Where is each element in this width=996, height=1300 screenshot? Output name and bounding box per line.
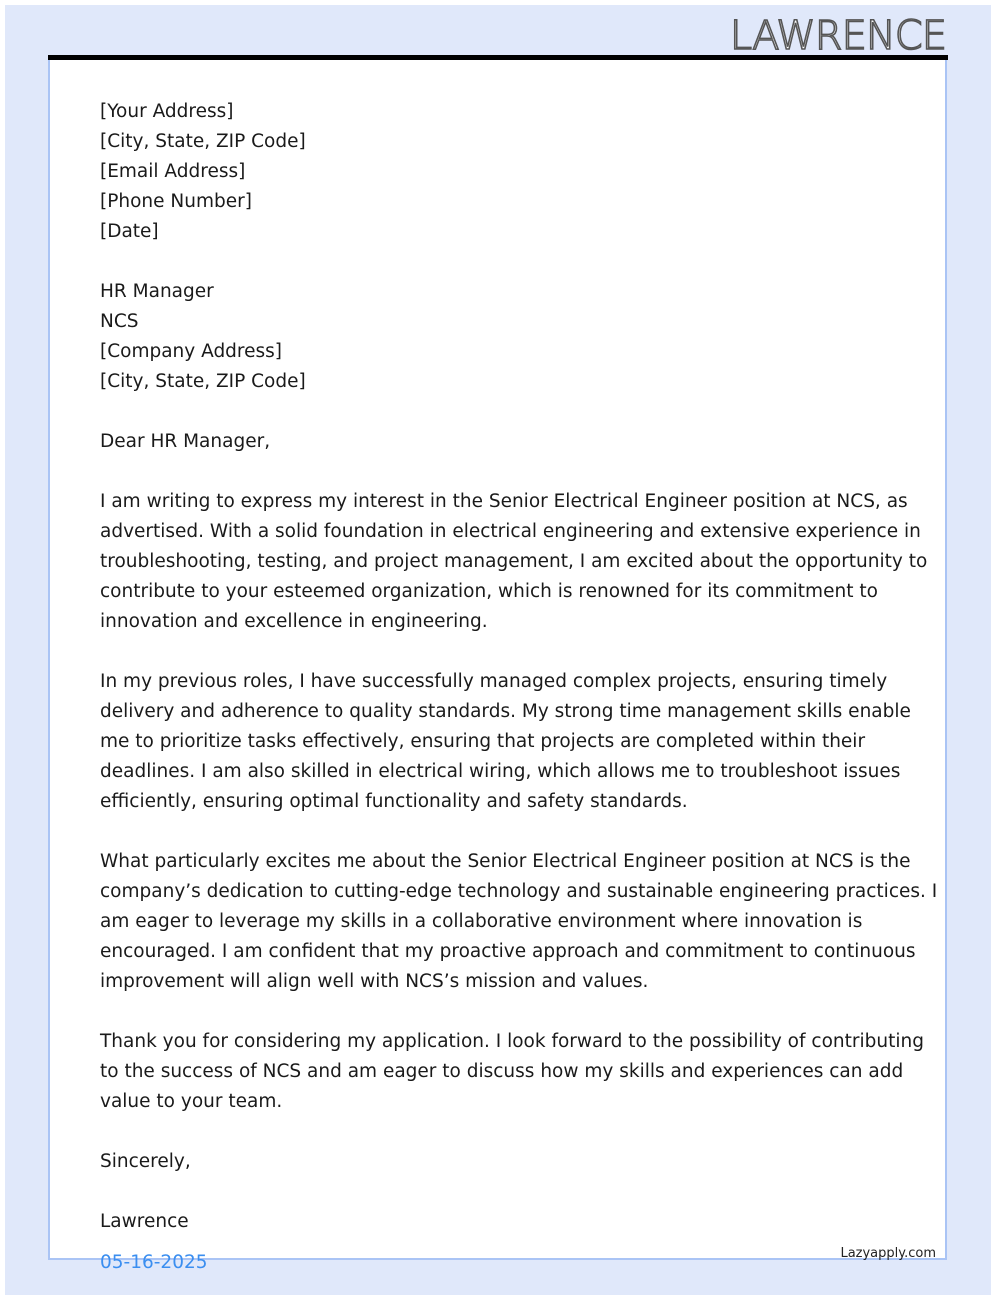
- spacer: [100, 457, 937, 487]
- sender-line: [City, State, ZIP Code]: [100, 131, 306, 152]
- sender-line: [Date]: [100, 221, 159, 242]
- paragraph-line: am eager to leverage my skills in a collaborative environment where innovation is: [100, 911, 863, 932]
- paragraph-line: to the success of NCS and am eager to discuss how my skills and experiences can add: [100, 1061, 904, 1082]
- paragraph-line: I am writing to express my interest in the Senior Electrical Engineer position at NCS, as: [100, 491, 908, 512]
- paragraph-line: advertised. With a solid foundation in electrical engineering and extensive experience in: [100, 521, 921, 542]
- name-logo: LAWRENCE: [729, 13, 946, 59]
- sender-line: [Email Address]: [100, 161, 246, 182]
- spacer: [100, 1117, 937, 1147]
- paragraph-line: efficiently, ensuring optimal functionality and safety standards.: [100, 791, 688, 812]
- footer-watermark: Lazyapply.com: [840, 1246, 936, 1261]
- closing: Sincerely,: [100, 1151, 191, 1172]
- paragraph-line: Thank you for considering my application. I look forward to the possibility of contributing: [100, 1031, 924, 1052]
- paragraph-line: What particularly excites me about the Senior Electrical Engineer position at NCS is the: [100, 851, 911, 872]
- letter-body: [100, 97, 937, 1237]
- paragraph-line: innovation and excellence in engineering.: [100, 611, 488, 632]
- paragraph-line: encouraged. I am confident that my proactive approach and commitment to continuous: [100, 941, 916, 962]
- signature: Lawrence: [100, 1211, 189, 1232]
- paragraph-line: In my previous roles, I have successfully managed complex projects, ensuring timely: [100, 671, 888, 692]
- paragraph-line: contribute to your esteemed organization, which is renowned for its commitment to: [100, 581, 878, 602]
- recipient-line: [City, State, ZIP Code]: [100, 371, 306, 392]
- paragraph-line: me to prioritize tasks effectively, ensuring that projects are completed within their: [100, 731, 866, 752]
- paragraph-line: value to your team.: [100, 1091, 283, 1112]
- sender-line: [Phone Number]: [100, 191, 252, 212]
- paragraph-line: improvement will align well with NCS’s mission and values.: [100, 971, 649, 992]
- letter-date: 05-16-2025: [100, 1252, 208, 1273]
- spacer: [100, 247, 937, 277]
- sender-line: [Your Address]: [100, 101, 234, 122]
- spacer: [100, 637, 937, 667]
- recipient-line: NCS: [100, 311, 139, 332]
- salutation: Dear HR Manager,: [100, 431, 271, 452]
- paragraph-line: company’s dedication to cutting-edge technology and sustainable engineering practices. I: [100, 881, 938, 902]
- paragraph-line: deadlines. I am also skilled in electrical wiring, which allows me to troubleshoot issues: [100, 761, 901, 782]
- spacer: [100, 997, 937, 1027]
- spacer: [100, 1177, 937, 1207]
- spacer: [100, 817, 937, 847]
- paragraph-line: troubleshooting, testing, and project management, I am excited about the opportunity to: [100, 551, 928, 572]
- paragraph-line: delivery and adherence to quality standards. My strong time management skills enable: [100, 701, 911, 722]
- recipient-line: HR Manager: [100, 281, 214, 302]
- recipient-line: [Company Address]: [100, 341, 283, 362]
- spacer: [100, 397, 937, 427]
